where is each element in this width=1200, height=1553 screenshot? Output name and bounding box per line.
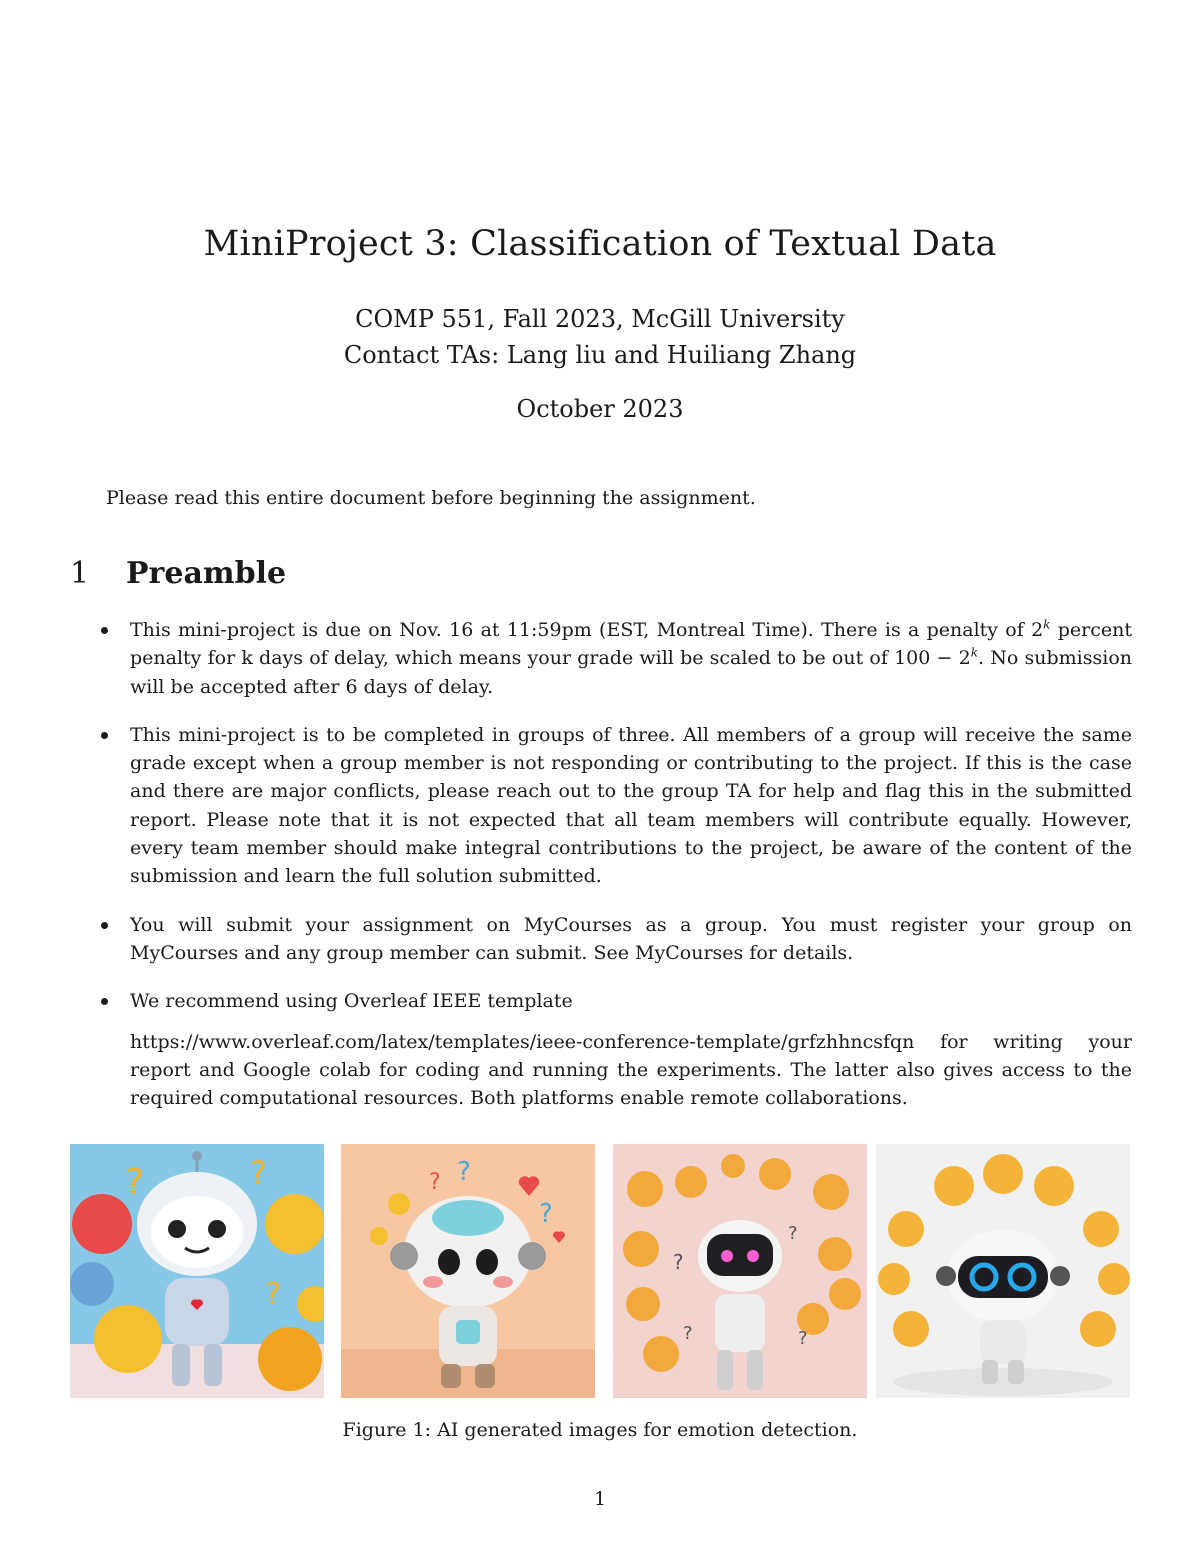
deadline-text: This mini-project is due on Nov. 16 at 11:59pm (EST, Montreal Time). There is a penalty of 2$^k$ percent penalty for k days of delay, which means your grade will be scaled to be out of $100 - 2^k$. No submission will be accepted after 6 days of delay. xyxy=(130,617,1132,698)
figure-image-2 xyxy=(341,1144,595,1398)
list-item xyxy=(98,721,1132,891)
section-number: 1 xyxy=(70,556,90,591)
document-title: MiniProject 3: Classification of Textual Data xyxy=(203,224,997,264)
svg-text:?: ? xyxy=(788,1223,798,1244)
course-info: COMP 551, Fall 2023, McGill University xyxy=(355,305,845,333)
svg-text:?: ? xyxy=(250,1154,267,1192)
svg-text:?: ? xyxy=(539,1199,553,1229)
intro-note: Please read this entire document before beginning the assignment. xyxy=(106,487,756,509)
svg-text:?: ? xyxy=(673,1250,684,1274)
submission-text: You will submit your assignment on MyCourses as a group. You must register your group on MyCourses and any group member can submit. See MyCourses for details. xyxy=(130,913,1132,964)
list-item xyxy=(98,987,1132,1112)
bullet-icon xyxy=(101,922,108,929)
bullet-icon xyxy=(101,627,108,634)
template-recommendation: We recommend using Overleaf IEEE template xyxy=(130,990,573,1013)
figure-image-1 xyxy=(70,1144,324,1398)
figure-caption: Figure 1: AI generated images for emotion detection. xyxy=(342,1419,858,1441)
figure-image-4 xyxy=(876,1144,1130,1398)
page-number: 1 xyxy=(593,1488,607,1510)
svg-text:?: ? xyxy=(683,1323,693,1344)
section-heading xyxy=(70,556,286,591)
contact-tas: Contact TAs: Lang liu and Huiliang Zhang xyxy=(343,341,857,369)
figure-image-3 xyxy=(613,1144,867,1398)
svg-text:?: ? xyxy=(125,1162,145,1203)
preamble-list xyxy=(98,616,1132,1112)
figure-1 xyxy=(70,1144,1130,1398)
overleaf-template-link[interactable]: https://www.overleaf.com/latex/templates/ieee-conference-template/grfzhhncsfqn xyxy=(130,1030,915,1053)
bullet-icon xyxy=(101,998,108,1005)
svg-text:?: ? xyxy=(798,1328,808,1349)
bullet-icon xyxy=(101,732,108,739)
svg-text:?: ? xyxy=(429,1170,441,1195)
section-title: Preamble xyxy=(126,556,287,591)
document-date: October 2023 xyxy=(516,395,684,423)
group-policy-text: This mini-project is to be completed in groups of three. All members of a group will receive the same grade except when a group member is not responding or contributing to the project. If this is the case and there are major conflicts, please reach out to the group TA for help and flag this in the submitted report. Please note that it is not expected that all team members will contribute equally. However, every team member should make integral contributions to the project, be aware of the content of the submission and learn the full solution submitted. xyxy=(130,723,1132,888)
list-item xyxy=(98,911,1132,968)
svg-text:?: ? xyxy=(265,1277,281,1312)
svg-text:?: ? xyxy=(457,1157,471,1187)
list-item xyxy=(98,616,1132,701)
template-recommendation-rest: for writing your report and Google colab for coding and running the experiments. The latter also gives access to the required computational resources. Both platforms enable remote collaborations. xyxy=(130,1030,1132,1110)
